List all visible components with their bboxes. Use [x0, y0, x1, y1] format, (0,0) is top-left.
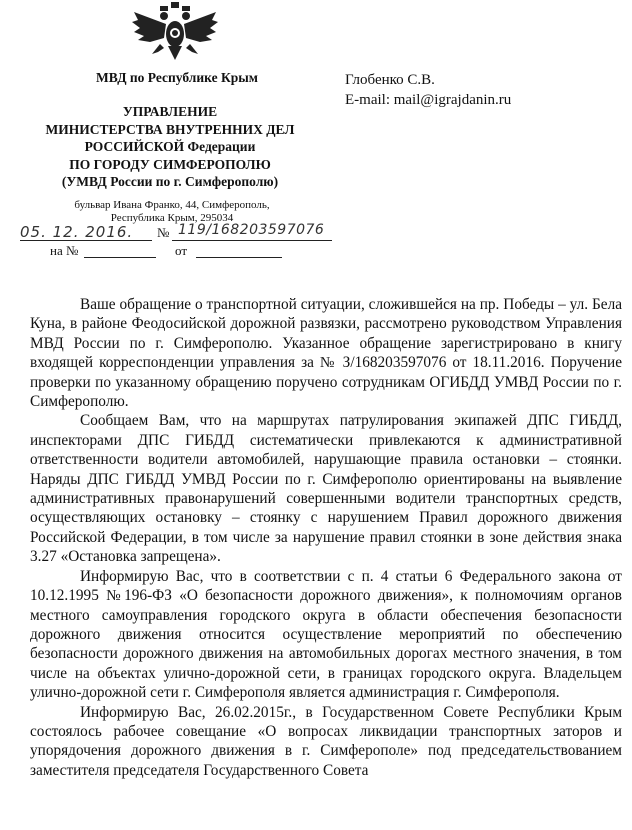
ref-number-line: [84, 257, 156, 258]
body-paragraph: Информирую Вас, 26.02.2015г., в Государственном Совете Республики Крым состоялось рабочее совещание «О вопросах ликвидации транспортных заторов и упорядочения дорожного движения в г. Симферополе» под председательствованием заместителя председателя Государственного Совета: [30, 703, 622, 779]
body-paragraph: Сообщаем Вам, что на маршрутах патрулирования экипажей ДПС ГИБДД, инспекторами ДПС ГИБДД систематически привлекаются к административной ответственности водители автомобилей, нарушающие правила остановки – стоянки. Наряды ДПС ГИБДД УМВД России по г. Симферополю ориентированы на выявление административных правонарушений совершенными водители транспортных средств, осуществляющих остановку – стоянку с нарушением Правил дорожного движения Российской Федерации, в том числе за нарушение правил стоянки в зоне действия знака 3.27 «Остановка запрещена».: [30, 412, 622, 566]
ref-date-line: [196, 257, 282, 258]
dept-line: УПРАВЛЕНИЕ: [122, 104, 218, 119]
dept-line: МИНИСТЕРСТВА ВНУТРЕННИХ ДЕЛ: [45, 121, 295, 137]
body-paragraph: Ваше обращение о транспортной ситуации, сложившейся на пр. Победы – ул. Бела Куна, в районе Феодосийской дорожной развязки, рассмотрено руководством Управления МВД России по г. Симферополю. Указанное обращение зарегистрировано в книгу входящей корреспонденции управления за № З/168203597076 от 18.11.2016. Поручение проверки по указанному обращению поручено сотрудникам ОГИБДД УМВД России по г. Симферополю.: [30, 296, 622, 411]
ref-number-label: на №: [50, 243, 79, 258]
date-underline: [20, 240, 152, 241]
body-paragraph: Информирую Вас, что в соответствии с п. 4 статьи 6 Федерального закона от 10.12.1995 №196-ФЗ «О безопасности дорожного движения», к полномочиям органов местного самоуправления городского округа в области обеспечения безопасности дорожного движения относится осуществление мероприятий по обеспечению безопасности дорожного движения на автомобильных дорогах местного значения, в том числе на объектах улично-дорожной сети, в границах городского округа. Владельцем улично-дорожной сети г. Симферополя является администрация г. Симферополя.: [30, 567, 622, 702]
department-address: [42, 199, 302, 224]
handwritten-date: 05. 12. 2016.: [20, 223, 134, 241]
number-underline: [172, 240, 332, 241]
recipient-name: Глобенко С.В.: [345, 72, 435, 88]
dept-line: РОССИЙСКОЙ Федерации: [84, 139, 256, 155]
dept-line: (УМВД России по г. Симферополю): [61, 174, 279, 190]
ref-date-label: от: [175, 243, 188, 258]
handwritten-reg-number: 119/168203597076: [178, 222, 325, 238]
address-line: Республика Крым, 295034: [110, 211, 234, 224]
department-title: [20, 103, 320, 191]
ministry-short-name: МВД по Республике Крым: [96, 70, 258, 85]
number-symbol: №: [157, 225, 170, 240]
recipient-email: E-mail: mail@igrajdanin.ru: [345, 92, 512, 108]
letter-body: [30, 295, 622, 780]
recipient-block: [345, 70, 511, 110]
address-line: бульвар Ивана Франко, 44, Симферополь,: [74, 199, 270, 211]
double-headed-eagle-emblem: [130, 2, 220, 62]
dept-line: ПО ГОРОДУ СИМФЕРОПОЛЮ: [69, 156, 271, 172]
